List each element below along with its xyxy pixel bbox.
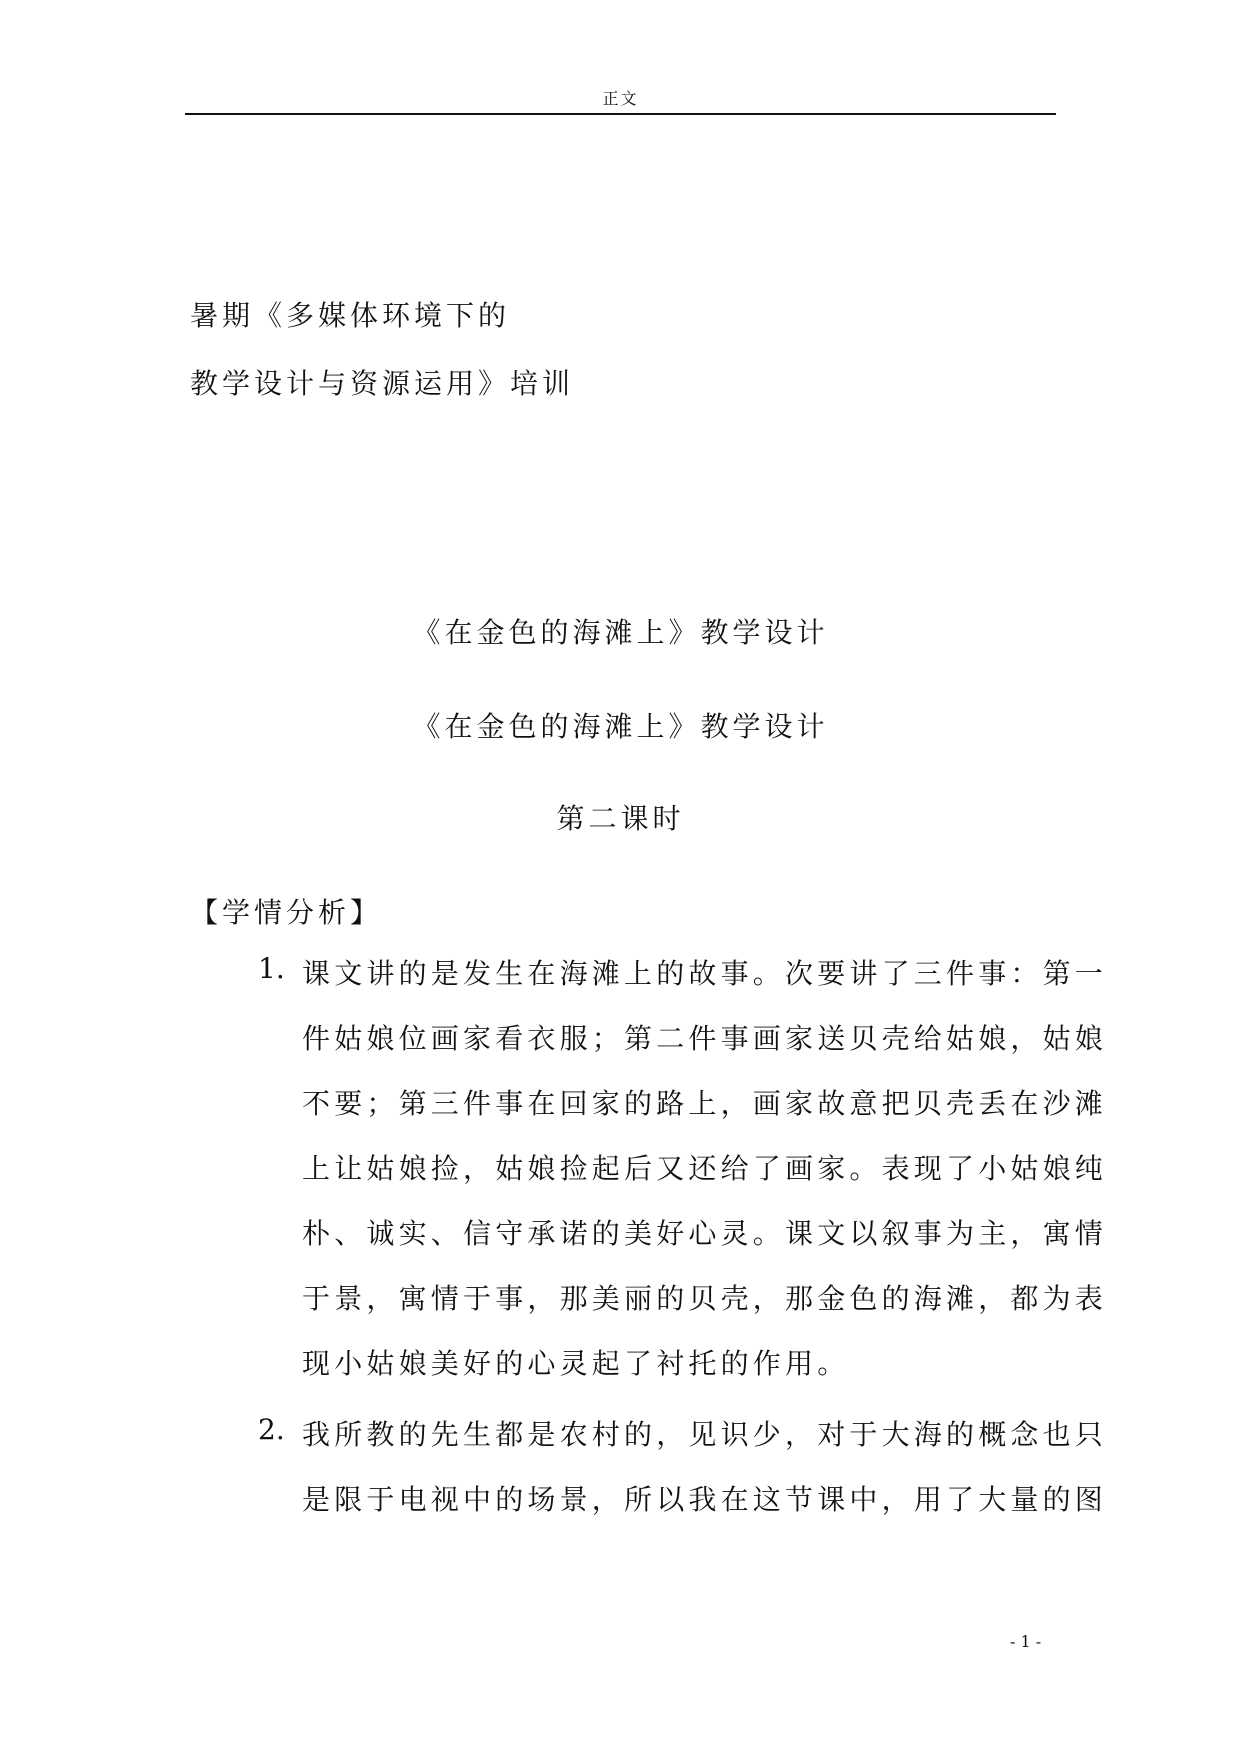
text-line: 朴、诚实、信守承诺的美好心灵。课文以叙事为主，寓情 xyxy=(302,1217,1108,1250)
text-line: 课文讲的是发生在海滩上的故事。次要讲了三件事：第一 xyxy=(302,957,1108,990)
page-number: - 1 - xyxy=(1010,1632,1042,1651)
text-line: 上让姑娘捡，姑娘捡起后又还给了画家。表现了小姑娘纯 xyxy=(302,1152,1108,1185)
text-line: 现小姑娘美好的心灵起了衬托的作用。 xyxy=(302,1347,850,1380)
lesson-period: 第二课时 xyxy=(556,802,685,835)
text-line: 不要；第三件事在回家的路上，画家故意把贝壳丢在沙滩 xyxy=(302,1087,1108,1120)
header-rule xyxy=(185,113,1056,115)
lesson-plan-title: 《在金色的海滩上》教学设计 xyxy=(412,616,829,649)
text-line: 我所教的先生都是农村的，见识少，对于大海的概念也只 xyxy=(302,1418,1108,1451)
text-line: 于景，寓情于事，那美丽的贝壳，那金色的海滩，都为表 xyxy=(302,1282,1108,1315)
list-item-number: 2. xyxy=(258,1413,285,1446)
section-heading: 【学情分析】 xyxy=(190,896,383,929)
document-title-line-2: 教学设计与资源运用》培训 xyxy=(190,367,575,400)
document-title-line-1: 暑期《多媒体环境下的 xyxy=(190,299,511,332)
text-line: 是限于电视中的场景，所以我在这节课中，用了大量的图 xyxy=(302,1483,1108,1516)
text-line: 件姑娘位画家看衣服；第二件事画家送贝壳给姑娘，姑娘 xyxy=(302,1022,1108,1055)
lesson-plan-title-repeat: 《在金色的海滩上》教学设计 xyxy=(412,710,829,743)
list-item-number: 1. xyxy=(258,952,285,985)
running-header: 正文 xyxy=(602,89,639,108)
